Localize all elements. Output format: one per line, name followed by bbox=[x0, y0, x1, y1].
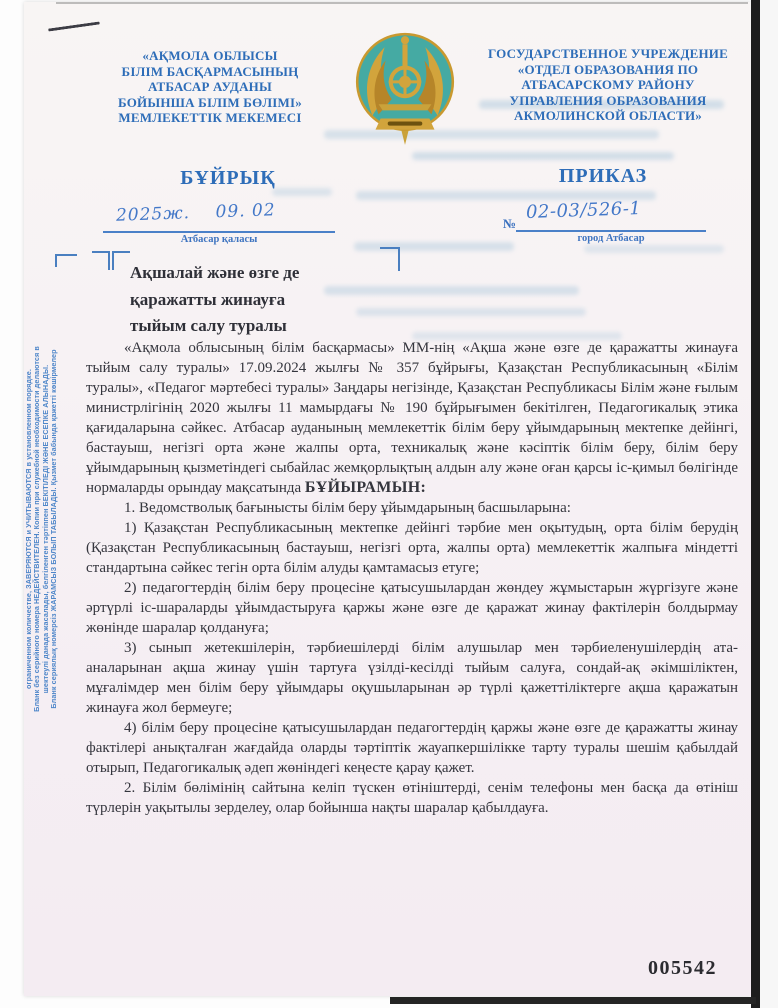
order-subject bbox=[130, 260, 430, 340]
preamble-text: «Ақмола облысының білім басқармасы» ММ-нің «Ақша және өзге де қаражатты жинауға тыйым салу туралы» 17.09.2024 жылғы № 357 бұйрығы, Қазақстан Республикасының «Білім туралы», «Педагог мәртебесі туралы» Заңдары негізінде, Қазақстан Республикасы Білім және ғылым министрлігінің 2020 жылғы 11 мамырдағы № 190 бұйрығымен бекітілген, Педагогикалық этика қағидаларына сәйкес. Атбасар ауданының мемлекеттік білім беру ұйымдарының мектепке дейінгі, бастауыш, негізгі орта және жалпы орта, техникалық және кәсіптік білім беру, білім беру ұйымдарының қызметіндегі сыбайлас жемқорлықтың алдын алу және оған қарсы іс-қимыл бөлігінде нормаларды орындау мақсатында bbox=[86, 340, 738, 496]
corner-mark bbox=[92, 251, 110, 270]
number-underline bbox=[516, 230, 706, 232]
org-name-line: АТБАСАРСКОМУ РАЙОНУ bbox=[521, 77, 695, 93]
letterhead-kazakh bbox=[66, 48, 354, 126]
subject-line: Ақшалай және өзге де bbox=[130, 263, 300, 282]
corner-mark bbox=[55, 254, 77, 267]
org-name-line: АКМОЛИНСКОЙ ОБЛАСТИ» bbox=[514, 108, 702, 124]
number-sign: № bbox=[503, 216, 517, 231]
order-title-kazakh: БҰЙРЫҚ bbox=[180, 167, 276, 189]
bleed-through-line bbox=[412, 152, 674, 160]
handwritten-date: 2025ж. 09. 02 bbox=[115, 200, 276, 226]
org-name-line: УПРАВЛЕНИЯ ОБРАЗОВАНИЯ bbox=[509, 92, 707, 108]
order-body bbox=[86, 338, 738, 818]
org-name-line: ГОСУДАРСТВЕННОЕ УЧРЕЖДЕНИЕ bbox=[487, 46, 728, 61]
stamp-line-kk-1: Бланк сериялық номерсіз ЖАРАМСЫЗ БОЛЫП ТАБЫЛАДЫ. Қызмет бабында қажетті көшірмелер bbox=[49, 349, 59, 709]
paragraph-subitem-4: 4) білім беру процесіне қатысушылардан педагогтердің қаржы және өзге де қаражатты жинау фактілері анықталған жағдайда оларды тәртіптік жауапкершілікке тарту туралы шешім қабылдай отырып, Педагогикалық әдеп жөніндегі кеңесте қарау қажет. bbox=[86, 720, 738, 776]
orders-keyword: БҰЙЫРАМЫН: bbox=[304, 479, 427, 496]
number-place-label: город Атбасар bbox=[577, 233, 645, 244]
paragraph-item-1: 1. Ведомстволық бағынысты білім беру ұйымдарының басшыларына: bbox=[124, 500, 571, 516]
blank-serial-number: 005542 bbox=[648, 957, 717, 979]
stamp-line-kk-2: шектеулі данада жасалады, белгіленген тәртіппен БЕКІТІЛЕДІ ЖӘНЕ ЕСЕПКЕ АЛЫНАДЫ. bbox=[40, 364, 50, 694]
org-name-line: БОЙЫНША БІЛІМ БӨЛІМІ» bbox=[118, 94, 302, 110]
margin-validity-stamp bbox=[25, 339, 59, 719]
handwritten-order-number: 02-03/526-1 bbox=[525, 197, 642, 224]
date-underline bbox=[103, 231, 335, 233]
paragraph-subitem-3: 3) сынып жетекшілерін, тәрбиешілерді білім алушылар мен тәрбиеленушілердің ата-аналарынан ақша жинау үшін тартуға үзілді-кесілді тыйым салуға, сондай-ақ әкімшіліктен, мұғалімдер мен білім беру ұйымдары оқушыларынан әр түрлі қажеттіліктерге ақша қаражатын жинауға жол бермеуге; bbox=[86, 640, 738, 716]
bleed-through-line bbox=[354, 242, 514, 251]
paragraph-item-2: 2. Білім бөлімінің сайтына келіп түскен өтініштерді, сенім телефоны мен басқа да өтініш түрлерін уақытылы зерделеу, олар бойынша нақты шаралар қабылдауға. bbox=[86, 780, 738, 816]
scan-top-edge bbox=[56, 2, 748, 4]
paragraph-subitem-2: 2) педагогтердің білім беру процесіне қатысушылардан жөндеу жұмыстарын жүргізуге және әртүрлі іс-шараларды ұйымдастыруға қаржы және өзге де қаражат жинау фактілерін болдырмау жөнінде шаралар қолдануға; bbox=[86, 580, 738, 636]
scan-bottom-edge bbox=[390, 997, 756, 1004]
paragraph-subitem-1: 1) Қазақстан Республикасының мектепке дейінгі тәрбие мен оқытудың, орта білім берудің (Қазақстан Республикасының бастауыш, негізгі орта, жалпы орта) мемлекеттік жалпыға міндетті стандартына сәйкес тегін орта білім алуды қамтамасыз етуге; bbox=[86, 520, 738, 576]
date-place-label: Атбасар қаласы bbox=[180, 234, 258, 245]
paragraph-preamble bbox=[86, 338, 738, 498]
bleed-through-line bbox=[584, 245, 724, 253]
org-name-line: БІЛІМ БАСҚАРМАСЫНЫҢ bbox=[121, 63, 299, 79]
kazakhstan-emblem-icon bbox=[354, 29, 456, 149]
scan-right-edge bbox=[751, 0, 760, 1008]
corner-mark bbox=[112, 251, 130, 270]
stamp-line-ru-1: Бланк без серийного номера НЕДЕЙСТВИТЕЛЕН. Копии при служебной необходимости делаются в bbox=[32, 346, 42, 712]
letterhead-russian bbox=[460, 46, 756, 124]
stamp-line-ru-2: ограниченном количестве, ЗАВЕРЯЮТСЯ и УЧИТЫВАЮТСЯ в установленном порядке. bbox=[24, 369, 33, 689]
org-name-line: АТБАСАР АУДАНЫ bbox=[148, 79, 272, 95]
scan-right-margin bbox=[760, 0, 778, 1008]
subject-line: қаражатты жинауға bbox=[130, 289, 286, 309]
org-name-line: «АҚМОЛА ОБЛЫСЫ bbox=[142, 48, 278, 63]
subject-line: тыйым салу туралы bbox=[130, 316, 287, 335]
order-title-russian: ПРИКАЗ bbox=[558, 165, 648, 187]
org-name-line: «ОТДЕЛ ОБРАЗОВАНИЯ ПО bbox=[517, 61, 699, 77]
org-name-line: МЕМЛЕКЕТТІК МЕКЕМЕСІ bbox=[118, 110, 302, 126]
